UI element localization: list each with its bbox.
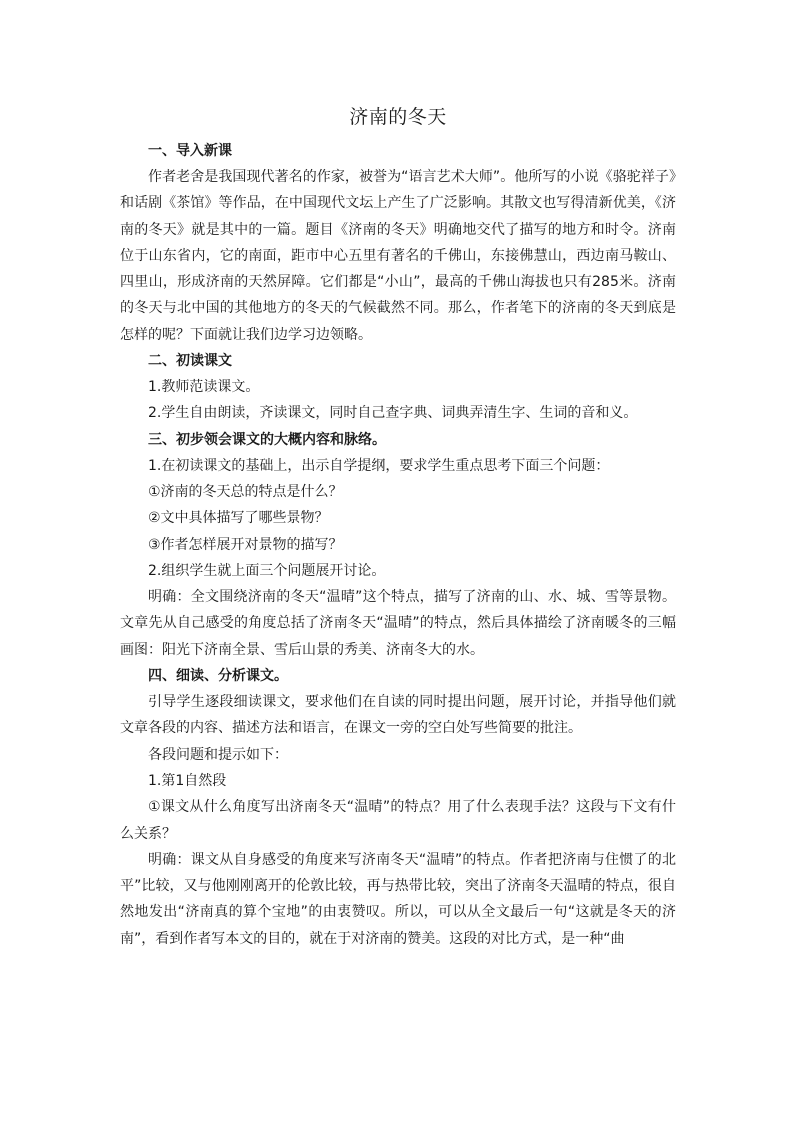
list-item: 2.组织学生就上面三个问题展开讨论。	[148, 562, 386, 579]
body-paragraph: 引导学生逐段细读课文，要求他们在自读的同时提出问题，展开讨论，并指导他们就文章各段的内容、描述方法和语言，在课文一旁的空白处写些简要的批注。	[120, 694, 676, 737]
section-heading-first-reading: 二、初读课文	[148, 353, 232, 370]
list-item: 1.教师范读课文。	[148, 379, 260, 396]
section-heading-close-reading: 四、细读、分析课文。	[148, 668, 288, 685]
question-item: ③作者怎样展开对景物的描写？	[148, 536, 343, 553]
question-item: ①课文从什么角度写出济南冬天“温晴”的特点？用了什么表现手法？这段与下文有什么关系？	[120, 799, 676, 842]
list-item: 2.学生自由朗读，齐读课文，同时自己查字典、词典弄清生字、生词的音和义。	[148, 405, 638, 422]
list-item: 1.在初读课文的基础上，出示自学提纲，要求学生重点思考下面三个问题：	[148, 457, 610, 474]
document-title: 济南的冬天	[349, 106, 447, 128]
question-item: ②文中具体描写了哪些景物？	[148, 510, 329, 527]
intro-paragraph: 作者老舍是我国现代著名的作家，被誉为“语言艺术大师”。他所写的小说《骆驼祥子》和话剧《茶馆》等作品，在中国现代文坛上产生了广泛影响。其散文也写得清新优美，《济南的冬天》就是其中的一篇。题目《济南的冬天》明确地交代了描写的地方和时令。济南位于山东省内，它的南面，距市中心五里有著名的千佛山，东接佛慧山，西边南马鞍山、四里山，形成济南的天然屏障。它们都是“小山”，最高的千佛山海拔也只有285米。济南的冬天与北中国的其他地方的冬天的气候截然不同。那么，作者笔下的济南的冬天到底是怎样的呢？下面就让我们边学习边领略。	[120, 169, 676, 343]
answer-paragraph: 明确：课文从自身感受的角度来写济南冬天“温晴”的特点。作者把济南与住惯了的北平”比较，又与他刚刚离开的伦敦比较，再与热带比较，突出了济南冬天温晴的特点，很自然地发出“济南真的算个宝地”的由衷赞叹。所以，可以从全文最后一句“这就是冬天的济南”，看到作者写本文的目的，就在于对济南的赞美。这段的对比方式，是一种“曲	[120, 851, 676, 947]
section-heading-intro: 一、导入新课	[148, 143, 232, 159]
section-heading-outline: 三、初步领会课文的大概内容和脉络。	[148, 431, 386, 448]
document-page	[120, 104, 676, 952]
list-item: 1.第1自然段	[148, 772, 227, 789]
body-paragraph: 各段问题和提示如下：	[148, 746, 288, 763]
question-item: ①济南的冬天总的特点是什么？	[148, 483, 343, 500]
answer-paragraph: 明确：全文围绕济南的冬天“温晴”这个特点，描写了济南的山、水、城、雪等景物。文章先从自己感受的角度总括了济南冬天“温晴”的特点，然后具体描绘了济南暖冬的三幅画图：阳光下济南全景、雪后山景的秀美、济南冬大的水。	[120, 589, 676, 658]
